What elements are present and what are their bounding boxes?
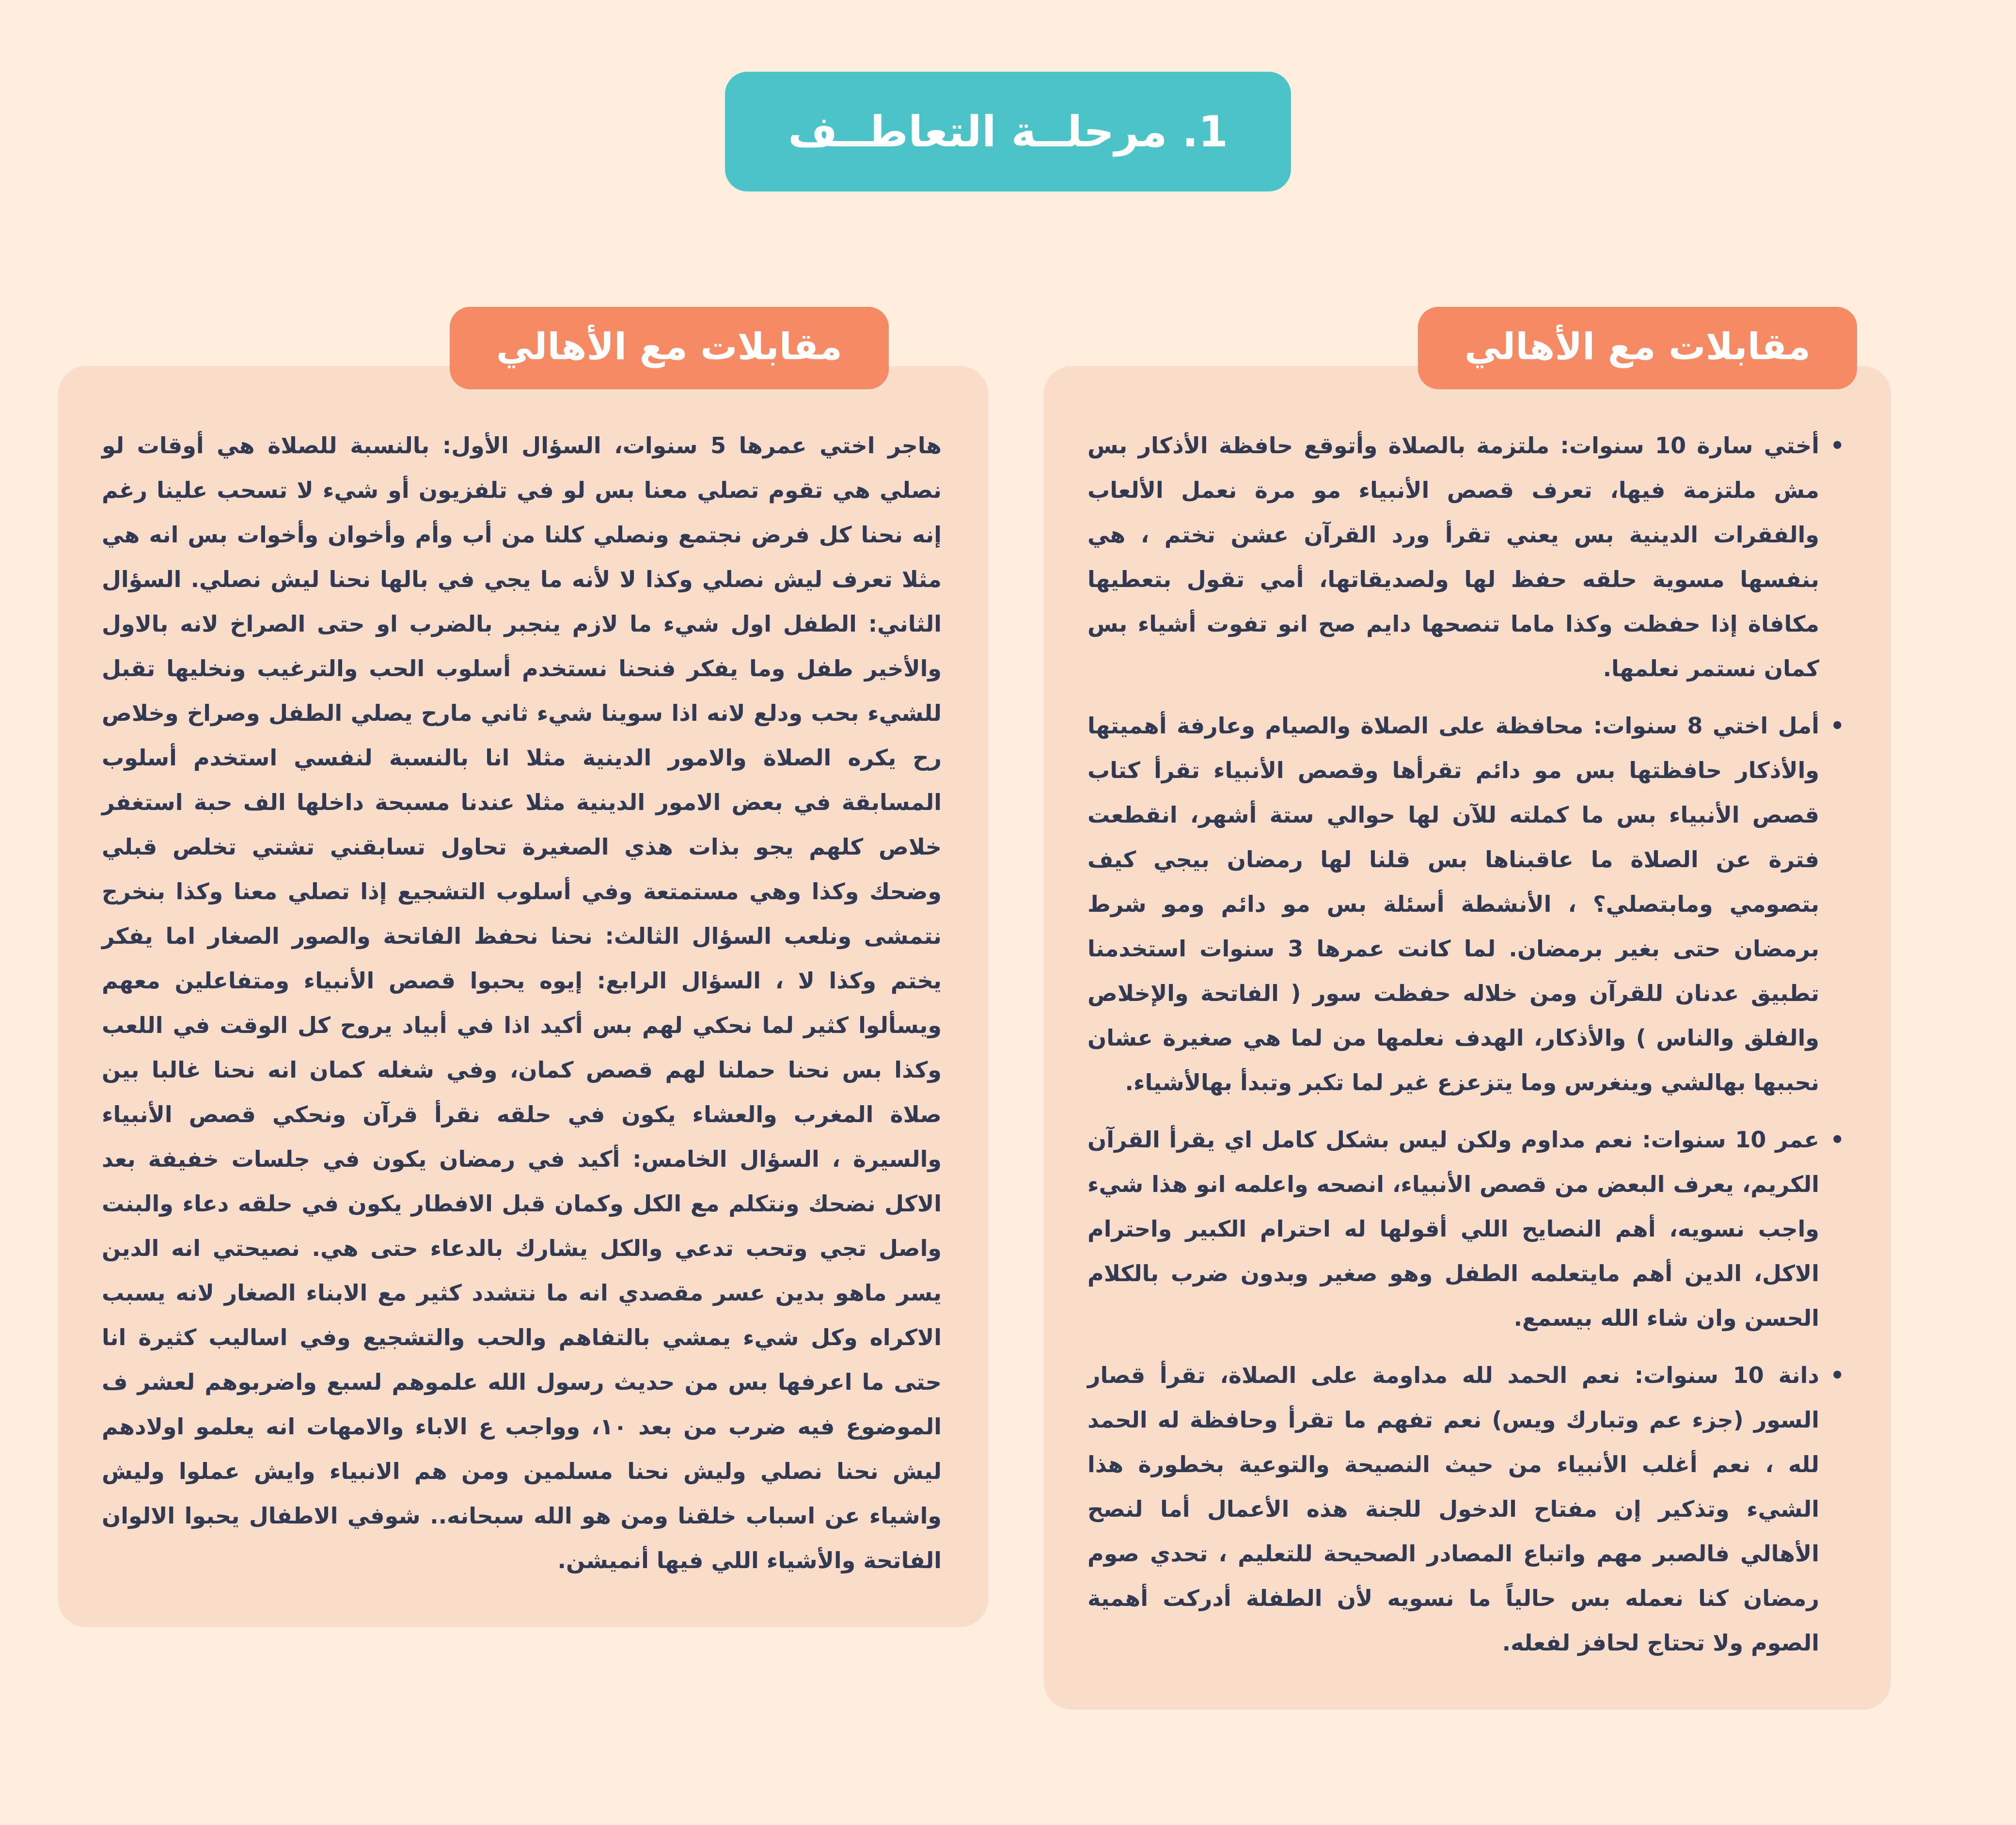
interview-item-sara xyxy=(1087,423,1819,691)
interviews-card-right xyxy=(1044,366,1891,1710)
interview-item-amal-text: أمل اختي 8 سنوات: محافظة على الصلاة والصيام وعارفة أهميتها والأذكار حافظتها بس مو دائم تقرأها وقصص الأنبياء تقرأ كتاب قصص الأنبياء بس ما كملته للآن لها حوالي ستة أشهر، انقطعت فترة عن الصلاة ما عاقبناها بس قلنا لها رمضان بيجي كيف بتصومي ومابتصلي؟ ، الأنشطة أسئلة بس مو دائم ومو شرط برمضان حتى بغير برمضان. لما كانت عمرها 3 سنوات استخدمنا تطبيق عدنان للقرآن ومن خلاله حفظت سور ( الفاتحة والإخلاص والفلق والناس ) والأذكار، الهدف نعلمها من لما هي صغيرة عشان نحببها بهالشي وينغرس وما يتزعزع غير لما تكبر وتبدأ بهالأشياء. xyxy=(1087,713,1819,1095)
interview-item-sara-text: أختي سارة 10 سنوات: ملتزمة بالصلاة وأتوقع حافظة الأذكار بس مش ملتزمة فيها، تعرف قصص الأنبياء مو مرة نعمل الألعاب والفقرات الدينية بس يعني تقرأ ورد القرآن عشن تختم ، هي بنفسها مسوية حلقه حفظ لها ولصديقاتها، أمي تقول بتعطيها مكافاة إذا حفظت وكذا ماما تنصحها دايم صح انو تفوت أشياء بس كمان نستمر نعلمها. xyxy=(1087,432,1819,682)
interviews-header-left-label: مقابلات مع الأهالي xyxy=(496,325,842,368)
interviews-column-left xyxy=(58,307,988,1627)
page-header xyxy=(0,0,2016,191)
interviews-header-right-label: مقابلات مع الأهالي xyxy=(1464,325,1811,368)
interviews-header-right xyxy=(1418,307,1857,389)
stage-title: 1. مرحلــة التعاطــف xyxy=(788,107,1228,157)
stage-title-badge xyxy=(725,72,1291,191)
interviews-card-left xyxy=(58,366,988,1627)
interview-item-amal xyxy=(1087,703,1819,1105)
interview-item-omar-text: عمر 10 سنوات: نعم مداوم ولكن ليس بشكل كامل اي يقرأ القرآن الكريم، يعرف البعض من قصص الأنبياء، انصحه واعلمه انو هذا شيء واجب نسويه، أهم النصايح اللي أقولها له احترام الكبير واحترام الاكل، الدين أهم مايتعلمه الطفل وهو صغير وبدون ضرب بالكلام الحسن وان شاء الله بيسمع. xyxy=(1087,1127,1819,1331)
interviews-header-left xyxy=(450,307,889,389)
interviews-column-right xyxy=(1044,307,1891,1710)
interview-item-dana-text: دانة 10 سنوات: نعم الحمد لله مداومة على الصلاة، تقرأ قصار السور (جزء عم وتبارك ويس) نعم تفهم ما تقرأ وحافظة له الحمد لله ، نعم أغلب الأنبياء من حيث النصيحة والتوعية بخطورة هذا الشيء وتذكير إن مفتاح الدخول للجنة هذه الأعمال أما لنصح الأهالي فالصبر مهم واتباع المصادر الصحيحة للتعليم ، تحدي صوم رمضان كنا نعمله بس حالياً ما نسويه لأن الطفلة أدركت أهمية الصوم ولا تحتاج لحافز لفعله. xyxy=(1087,1362,1819,1656)
interview-paragraph-hajar: هاجر اختي عمرها 5 سنوات، السؤال الأول: بالنسبة للصلاة هي أوقات لو نصلي هي تقوم تصلي معنا بس لو في تلفزيون أو شيء لا تسحب علينا رغم إنه نحنا كل فرض نجتمع ونصلي كلنا من أب وأم وأخوان وأخوات بس انه هي مثلا تعرف ليش نصلي وكذا لا لأنه ما يجي في بالها نحنا ليش نصلي. السؤال الثاني: الطفل اول شيء ما لازم ينجبر بالضرب او حتى الصراخ لانه بالاول والأخير طفل وما يفكر فنحنا نستخدم أسلوب الحب والترغيب ونخليها تقبل للشيء بحب ودلع لانه اذا سوينا شيء ثاني مارح يصلي الطفل وصراخ وخلاص رح يكره الصلاة والامور الدينية مثلا انا بالنسبة لنفسي استخدم أسلوب المسابقة في بعض الامور الدينية مثلا عندنا مسبحة داخلها الف حبة استغفر خلاص كلهم يجو بذات هذي الصغيرة تحاول تسابقني تشتي تخلص قبلي وضحك وكذا وهي مستمتعة وفي أسلوب التشجيع إذا تصلي معنا وكذا بنخرج نتمشى ونلعب السؤال الثالث: نحنا نحفظ الفاتحة والصور الصغار اما يفكر يختم وكذا لا ، السؤال الرابع: إيوه يحبوا قصص الأنبياء ومتفاعلين معهم ويسألوا كثير لما نحكي لهم بس أكيد اذا في أبياد يروح كل الوقت في اللعب وكذا بس نحنا حملنا لهم قصص كمان، وفي شغله كمان انه نحنا غالبا بين صلاة المغرب والعشاء يكون في حلقه نقرأ قرآن ونحكي قصص الأنبياء والسيرة ، السؤال الخامس: أكيد في رمضان يكون في جلسات خفيفة بعد الاكل نضحك ونتكلم مع الكل وكمان قبل الافطار يكون في حلقه دعاء والبنت واصل تجي وتحب تدعي والكل يشارك بالدعاء حتى هي. نصيحتي انه الدين يسر ماهو بدين عسر مقصدي انه ما نتشدد كثير مع الابناء الصغار لانه يسبب الاكراه وكل شيء يمشي بالتفاهم والحب والتشجيع وفي اساليب كثيرة انا حتى ما اعرفها بس من حديث رسول الله علموهم لسبع واضربوهم لعشر ف الموضوع فيه ضرب من بعد ١٠، وواجب ع الاباء والامهات انه يعلمو اولادهم ليش نحنا نصلي وليش نحنا مسلمين ومن هم الانبياء وايش عملوا وليش واشياء عن اسباب خلقنا ومن هو الله سبحانه.. شوفي الاطفال يحبوا الالوان الفاتحة والأشياء اللي فيها أنميشن. xyxy=(102,432,942,1573)
interview-item-dana xyxy=(1087,1353,1819,1665)
interview-list xyxy=(1087,423,1844,1665)
interview-item-omar xyxy=(1087,1117,1819,1340)
columns-container xyxy=(0,307,2016,1710)
